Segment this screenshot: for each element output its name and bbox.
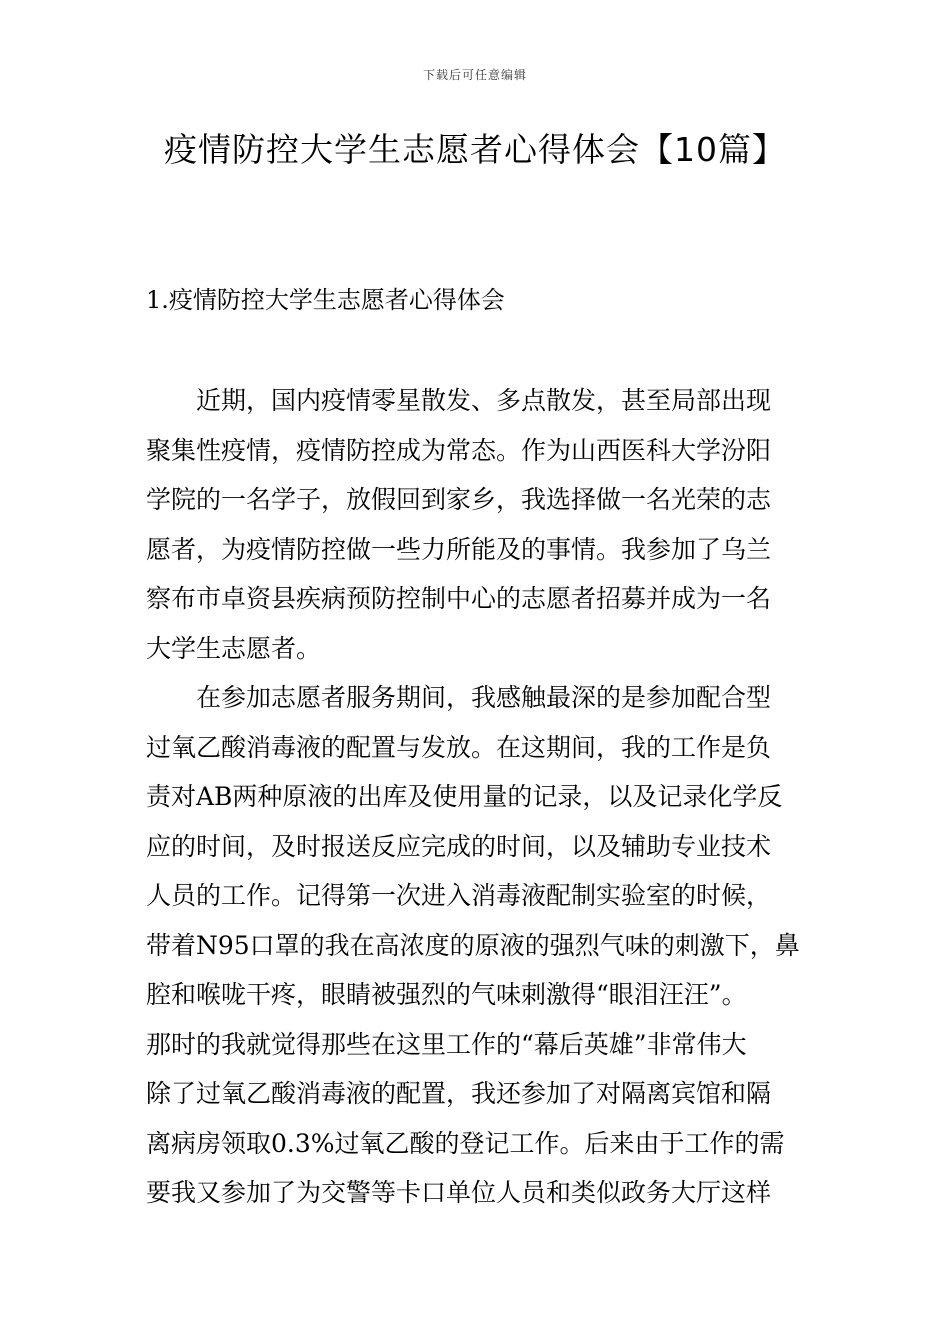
paragraph-1	[146, 376, 806, 673]
paragraph-line: 过氧乙酸消毒液的配置与发放。在这期间，我的工作是负	[146, 732, 772, 762]
paragraph-line: 人员的工作。记得第一次进入消毒液配制实验室的时候，	[146, 881, 772, 910]
paragraph-line: 腔和喉咙干疼，眼睛被强烈的气味刺激得“眼泪汪汪”。	[146, 980, 747, 1009]
paragraph-line: 那时的我就觉得那些在这里工作的“幕后英雄”非常伟大	[146, 1029, 747, 1059]
paragraph-line: 近期，国内疫情零星散发、多点散发，甚至局部出现	[196, 386, 772, 415]
paragraph-line: 大学生志愿者。	[146, 633, 322, 663]
paragraph-line: 要我又参加了为交警等卡口单位人员和类似政务大厅这样	[146, 1178, 772, 1207]
paragraph-line: 学院的一名学子，放假回到家乡，我选择做一名光荣的志	[146, 485, 772, 514]
paragraph-line: 离病房领取0.3%过氧乙酸的登记工作。后来由于工作的需	[146, 1128, 785, 1158]
document-title: 疫情防控大学生志愿者心得体会【10篇】	[164, 130, 786, 169]
section-heading: 1.疫情防控大学生志愿者心得体会	[146, 286, 505, 314]
header-note: 下载后可任意编辑	[422, 68, 527, 82]
paragraph-line: 愿者，为疫情防控做一些力所能及的事情。我参加了乌兰	[146, 534, 772, 564]
paragraph-line: 责对AB两种原液的出库及使用量的记录，以及记录化学反	[146, 782, 783, 811]
paragraph-2	[146, 673, 806, 1218]
paragraph-line: 察布市卓资县疾病预防控制中心的志愿者招募并成为一名	[146, 584, 772, 613]
paragraph-line: 在参加志愿者服务期间，我感触最深的是参加配合型	[196, 683, 772, 712]
paragraph-line: 应的时间，及时报送反应完成的时间，以及辅助专业技术	[146, 831, 772, 861]
paragraph-line: 聚集性疫情，疫情防控成为常态。作为山西医科大学汾阳	[146, 435, 772, 465]
paragraph-line: 除了过氧乙酸消毒液的配置，我还参加了对隔离宾馆和隔	[146, 1079, 772, 1108]
paragraph-line: 带着N95口罩的我在高浓度的原液的强烈气味的刺激下，鼻	[146, 930, 800, 960]
